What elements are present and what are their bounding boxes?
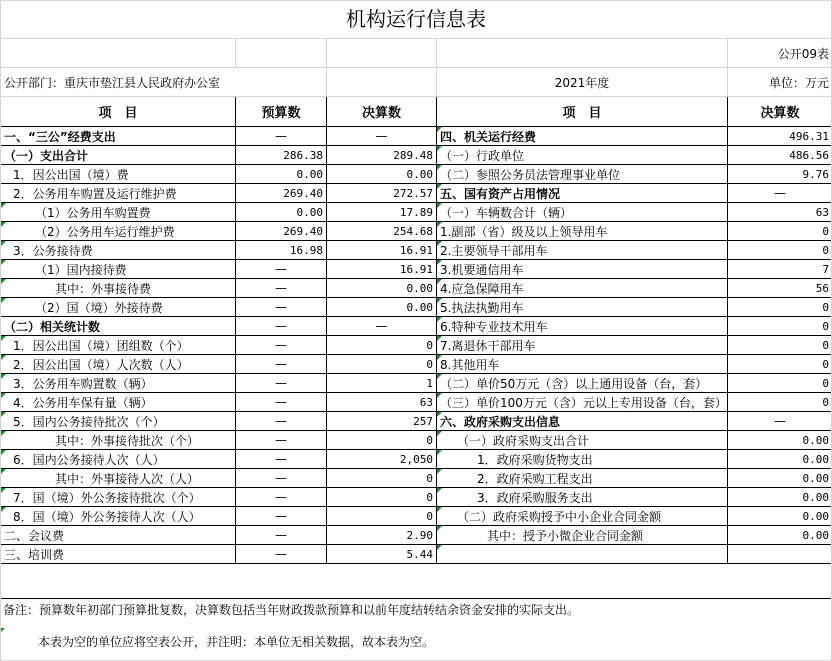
- right-item-cell: 8.其他用车: [437, 355, 728, 374]
- table-row: [1, 317, 832, 336]
- right-final-cell: 0: [728, 241, 832, 260]
- final-cell: 2,050: [327, 450, 437, 469]
- left-item-cell: （1）公务用车购置费: [1, 203, 236, 222]
- budget-cell: —: [236, 488, 327, 507]
- final-cell: —: [327, 127, 437, 146]
- right-item-cell: [437, 545, 728, 564]
- table-row: [1, 203, 832, 222]
- final-cell: 16.91: [327, 260, 437, 279]
- right-final-cell: 7: [728, 260, 832, 279]
- table-row: [1, 469, 832, 488]
- budget-cell: —: [236, 393, 327, 412]
- right-item-cell: （二）单价50万元（含）以上通用设备（台，套）: [437, 374, 728, 393]
- right-final-cell: 0: [728, 298, 832, 317]
- right-final-cell: 56: [728, 279, 832, 298]
- right-item-cell: 3．政府采购服务支出: [437, 488, 728, 507]
- right-final-cell: [728, 545, 832, 564]
- right-final-cell: 0: [728, 355, 832, 374]
- header-item-right: 项 目: [437, 97, 728, 127]
- right-final-cell: 0: [728, 393, 832, 412]
- left-item-cell: 3．公务用车购置数（辆）: [1, 374, 236, 393]
- left-item-cell: （一）支出合计: [1, 146, 236, 165]
- dept-label: 公开部门：重庆市垫江县人民政府办公室: [1, 68, 327, 97]
- right-final-cell: 0: [728, 317, 832, 336]
- table-row: [1, 431, 832, 450]
- budget-cell: —: [236, 507, 327, 526]
- left-item-cell: 1．因公出国（境）费: [1, 165, 236, 184]
- final-cell: 0.00: [327, 165, 437, 184]
- final-cell: 0: [327, 355, 437, 374]
- left-item-cell: 一、“三公”经费支出: [1, 127, 236, 146]
- table-row: [1, 260, 832, 279]
- blank-cell: [327, 39, 437, 68]
- blank-cell: [1, 39, 236, 68]
- year-label: 2021年度: [437, 68, 728, 97]
- final-cell: 1: [327, 374, 437, 393]
- table-row: [1, 545, 832, 564]
- right-final-cell: 486.56: [728, 146, 832, 165]
- final-cell: 0.00: [327, 298, 437, 317]
- right-item-cell: 7.离退休干部用车: [437, 336, 728, 355]
- unit-label: 单位：万元: [728, 68, 832, 97]
- budget-cell: —: [236, 431, 327, 450]
- right-item-cell: 4.应急保障用车: [437, 279, 728, 298]
- right-item-cell: 6.特种专业技术用车: [437, 317, 728, 336]
- table-row: [1, 374, 832, 393]
- final-cell: 5.44: [327, 545, 437, 564]
- table-row: [1, 412, 832, 431]
- table-row: [1, 298, 832, 317]
- table-row: [1, 241, 832, 260]
- final-cell: 257: [327, 412, 437, 431]
- right-final-cell: 0: [728, 336, 832, 355]
- right-item-cell: 3.机要通信用车: [437, 260, 728, 279]
- table-row: [1, 146, 832, 165]
- right-item-cell: 六、政府采购支出信息: [437, 412, 728, 431]
- budget-cell: —: [236, 526, 327, 545]
- left-item-cell: 其中：外事接待批次（个）: [1, 431, 236, 450]
- right-final-cell: 0.00: [728, 469, 832, 488]
- budget-cell: 269.40: [236, 184, 327, 203]
- budget-cell: —: [236, 545, 327, 564]
- blank-cell: [437, 39, 728, 68]
- right-item-cell: （二）参照公务员法管理事业单位: [437, 165, 728, 184]
- right-item-cell: （一）行政单位: [437, 146, 728, 165]
- right-item-cell: 1.副部（省）级及以上领导用车: [437, 222, 728, 241]
- table-row: [1, 507, 832, 526]
- right-final-cell: 0.00: [728, 450, 832, 469]
- final-cell: 0: [327, 336, 437, 355]
- final-cell: 0: [327, 488, 437, 507]
- budget-cell: —: [236, 450, 327, 469]
- final-cell: 16.91: [327, 241, 437, 260]
- table-row: [1, 127, 832, 146]
- right-final-cell: 0.00: [728, 488, 832, 507]
- budget-cell: 286.38: [236, 146, 327, 165]
- right-final-cell: 63: [728, 203, 832, 222]
- budget-cell: 16.98: [236, 241, 327, 260]
- right-item-cell: 其中：授予小微企业合同金额: [437, 526, 728, 545]
- header-budget: 预算数: [236, 97, 327, 127]
- final-cell: 17.89: [327, 203, 437, 222]
- final-cell: 272.57: [327, 184, 437, 203]
- final-cell: —: [327, 317, 437, 336]
- left-item-cell: 7．国（境）外公务接待批次（个）: [1, 488, 236, 507]
- final-cell: 0.00: [327, 279, 437, 298]
- left-item-cell: 3．公务接待费: [1, 241, 236, 260]
- page-title: 机构运行信息表: [346, 7, 486, 31]
- table-row: [1, 488, 832, 507]
- table-body: [1, 127, 832, 564]
- budget-cell: —: [236, 260, 327, 279]
- remark-note: 备注：预算数年初部门预算批复数，决算数包括当年财政拨款预算和以前年度结转结余资金安排的实际支出。: [0, 598, 832, 620]
- left-item-cell: 三、培训费: [1, 545, 236, 564]
- right-final-cell: 0: [728, 374, 832, 393]
- budget-cell: 269.40: [236, 222, 327, 241]
- budget-cell: —: [236, 469, 327, 488]
- right-item-cell: 2.主要领导干部用车: [437, 241, 728, 260]
- budget-cell: —: [236, 317, 327, 336]
- budget-cell: —: [236, 355, 327, 374]
- right-item-cell: （一）车辆数合计（辆）: [437, 203, 728, 222]
- left-item-cell: 2．公务用车购置及运行维护费: [1, 184, 236, 203]
- table-row: [1, 279, 832, 298]
- table-row: [1, 450, 832, 469]
- blank-cell: [236, 39, 327, 68]
- right-final-cell: 0.00: [728, 431, 832, 450]
- budget-cell: 0.00: [236, 203, 327, 222]
- right-final-cell: 0.00: [728, 526, 832, 545]
- left-item-cell: 1．因公出国（境）团组数（个）: [1, 336, 236, 355]
- budget-cell: —: [236, 298, 327, 317]
- left-item-cell: 5．国内公务接待批次（个）: [1, 412, 236, 431]
- table-row: [1, 393, 832, 412]
- table-row: [1, 355, 832, 374]
- final-cell: 2.90: [327, 526, 437, 545]
- final-cell: 63: [327, 393, 437, 412]
- right-item-cell: 2．政府采购工程支出: [437, 469, 728, 488]
- final-cell: 0: [327, 431, 437, 450]
- header-final: 决算数: [327, 97, 437, 127]
- right-item-cell: （二）政府采购授予中小企业合同金额: [437, 507, 728, 526]
- right-final-cell: 496.31: [728, 127, 832, 146]
- header-final-right: 决算数: [728, 97, 832, 127]
- budget-cell: —: [236, 412, 327, 431]
- right-final-cell: 9.76: [728, 165, 832, 184]
- right-item-cell: （三）单价100万元（含）元以上专用设备（台，套）: [437, 393, 728, 412]
- header-item: 项 目: [1, 97, 236, 127]
- left-item-cell: 其中：外事接待费: [1, 279, 236, 298]
- right-item-cell: （一）政府采购支出合计: [437, 431, 728, 450]
- budget-cell: —: [236, 336, 327, 355]
- table-row: [1, 165, 832, 184]
- budget-cell: 0.00: [236, 165, 327, 184]
- left-item-cell: 6．国内公务接待人次（人）: [1, 450, 236, 469]
- final-cell: 0: [327, 469, 437, 488]
- left-item-cell: （二）相关统计数: [1, 317, 236, 336]
- left-item-cell: 二、会议费: [1, 526, 236, 545]
- left-item-cell: 8．国（境）外公务接待人次（人）: [1, 507, 236, 526]
- budget-cell: —: [236, 374, 327, 393]
- final-cell: 0: [327, 507, 437, 526]
- final-cell: 254.68: [327, 222, 437, 241]
- right-final-cell: —: [728, 412, 832, 431]
- right-item-cell: 5.执法执勤用车: [437, 298, 728, 317]
- empty-table-note: 本表为空的单位应将空表公开，并注明：本单位无相关数据，故本表为空。: [0, 628, 832, 656]
- table-row: [1, 222, 832, 241]
- left-item-cell: 4．公务用车保有量（辆）: [1, 393, 236, 412]
- right-item-cell: 五、国有资产占用情况: [437, 184, 728, 203]
- table-row: [1, 184, 832, 203]
- right-final-cell: 0: [728, 222, 832, 241]
- budget-cell: —: [236, 127, 327, 146]
- budget-cell: —: [236, 279, 327, 298]
- right-item-cell: 1．政府采购货物支出: [437, 450, 728, 469]
- table-row: [1, 336, 832, 355]
- info-table: [0, 38, 832, 564]
- blank-cell: [327, 68, 437, 97]
- right-final-cell: —: [728, 184, 832, 203]
- table-row: [1, 526, 832, 545]
- left-item-cell: （1）国内接待费: [1, 260, 236, 279]
- left-item-cell: 其中：外事接待人次（人）: [1, 469, 236, 488]
- right-final-cell: 0.00: [728, 507, 832, 526]
- final-cell: 289.48: [327, 146, 437, 165]
- left-item-cell: （2）国（境）外接待费: [1, 298, 236, 317]
- left-item-cell: 2．因公出国（境）人次数（人）: [1, 355, 236, 374]
- right-item-cell: 四、机关运行经费: [437, 127, 728, 146]
- left-item-cell: （2）公务用车运行维护费: [1, 222, 236, 241]
- form-code: 公开09表: [728, 39, 832, 68]
